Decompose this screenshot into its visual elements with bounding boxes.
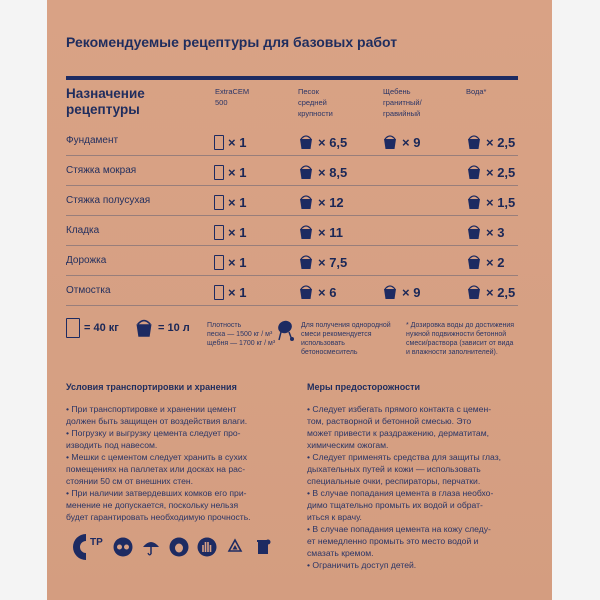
column-header-cement: ExtraCEM 500 — [215, 87, 250, 107]
page-title: Рекомендуемые рецептуры для базовых работ — [66, 34, 398, 50]
tr-mark-text: ТР — [90, 537, 103, 548]
concrete-mixer-icon — [275, 318, 297, 342]
bucket-icon — [298, 134, 314, 150]
goggles-icon — [112, 536, 134, 558]
cement-cell: × 1 — [214, 162, 246, 182]
safety-text: • Следует избегать прямого контакта с цемен- том, растворной и бетонной смесью. Это может привести к раздражению, дерматитам, химическим ожогам. • Следует применять средства для защиты глаз, дыхательных путей и кожи — использовать специальные очки, респираторы, перчатки. • В случае попадания цемента в глаза необхо- димо тщательно промыть их водой и обрат- иться к врачу. • В случае попадания цемента на кожу следу- ет немедленно промыть это место водой и смазать кремом. • Ограничить доступ детей. — [307, 404, 502, 570]
sand-cell: × 6 — [298, 282, 336, 302]
table-row — [66, 156, 518, 186]
row-label: Стяжка мокрая — [66, 165, 137, 176]
table-row — [66, 126, 518, 156]
cement-bag-icon — [214, 255, 224, 270]
gravel-cell: × 9 — [382, 132, 420, 152]
table-row — [66, 246, 518, 276]
row-label: Отмостка — [66, 285, 111, 296]
water-dosage-note: * Дозировка воды до достижения нужной подвижности бетонной смеси/раствора (зависит от вида и влажности заполнителей). — [406, 322, 515, 356]
cement-bag-icon — [214, 135, 224, 150]
sand-cell: × 7,5 — [298, 252, 347, 272]
bucket-icon — [466, 134, 482, 150]
cement-cell: × 1 — [214, 282, 246, 302]
cement-cell: × 1 — [214, 192, 246, 212]
table-row — [66, 186, 518, 216]
bucket-legend: = 10 л — [134, 318, 190, 338]
gloves-icon — [196, 536, 218, 558]
table-row — [66, 276, 518, 306]
trash-bin-icon — [252, 536, 274, 558]
water-cell: × 2,5 — [466, 132, 515, 152]
gravel-cell: × 9 — [382, 282, 420, 302]
bucket-icon — [466, 164, 482, 180]
density-note: Плотность песка — 1500 кг / м³ щебня — 1700 кг / м³ — [207, 322, 276, 347]
cement-bag-icon — [66, 318, 80, 338]
bucket-icon — [382, 284, 398, 300]
row-label: Кладка — [66, 225, 100, 236]
bucket-icon — [298, 224, 314, 240]
sand-cell: × 11 — [298, 222, 343, 242]
table-top-rule — [66, 76, 518, 80]
bucket-icon — [466, 194, 482, 210]
transport-title: Условия транспортировки и хранения — [66, 382, 237, 392]
cement-cell: × 1 — [214, 222, 246, 242]
sand-cell: × 8,5 — [298, 162, 347, 182]
bucket-icon — [134, 318, 154, 338]
cement-bag-icon — [214, 225, 224, 240]
bucket-icon — [466, 284, 482, 300]
row-label: Фундамент — [66, 135, 119, 146]
table-header-purpose: Назначение рецептуры — [66, 86, 145, 117]
bucket-icon — [466, 224, 482, 240]
cement-bag-icon — [214, 285, 224, 300]
column-header-water: Вода* — [466, 87, 487, 96]
bucket-icon — [298, 194, 314, 210]
table-row — [66, 216, 518, 246]
bucket-icon — [298, 164, 314, 180]
cement-cell: × 1 — [214, 252, 246, 272]
bucket-icon — [298, 254, 314, 270]
water-cell: × 2,5 — [466, 162, 515, 182]
respirator-icon — [168, 536, 190, 558]
row-divider — [66, 305, 518, 306]
row-label: Дорожка — [66, 255, 107, 266]
certification-icons — [66, 530, 274, 564]
recycle-icon — [224, 536, 246, 558]
bucket-icon — [382, 134, 398, 150]
safety-title: Меры предосторожности — [307, 382, 421, 392]
column-header-gravel: Щебень гранитный/ гравийный — [383, 87, 422, 118]
water-cell: × 3 — [466, 222, 504, 242]
bucket-icon — [298, 284, 314, 300]
water-cell: × 1,5 — [466, 192, 515, 212]
transport-text: • При транспортировке и хранении цемент должен быть защищен от воздействия влаги. • Погрузку и выгрузку цемента следует про- изводить под навесом. • Мешки с цементом следует хранить в сухих помещениях на паллетах или досках на рас- стоянии 50 см от внешних стен. • При наличии затвердевших комков его при- менение не допускается, поскольку нельзя будет гарантировать необходимую прочность. — [66, 404, 251, 522]
cement-bag-icon — [214, 195, 224, 210]
eac-tr-mark-icon — [66, 530, 106, 564]
keep-dry-umbrella-icon — [140, 536, 162, 558]
row-label: Стяжка полусухая — [66, 195, 151, 206]
sand-cell: × 12 — [298, 192, 344, 212]
cement-cell: × 1 — [214, 132, 246, 152]
mixer-note: Для получения однородной смеси рекомендуется использовать бетоносмеситель — [301, 322, 391, 356]
bag-legend: = 40 кг — [66, 318, 119, 338]
water-cell: × 2 — [466, 252, 504, 272]
column-header-sand: Песок средней крупности — [298, 87, 333, 118]
water-cell: × 2,5 — [466, 282, 515, 302]
bucket-icon — [466, 254, 482, 270]
sand-cell: × 6,5 — [298, 132, 347, 152]
cement-bag-icon — [214, 165, 224, 180]
